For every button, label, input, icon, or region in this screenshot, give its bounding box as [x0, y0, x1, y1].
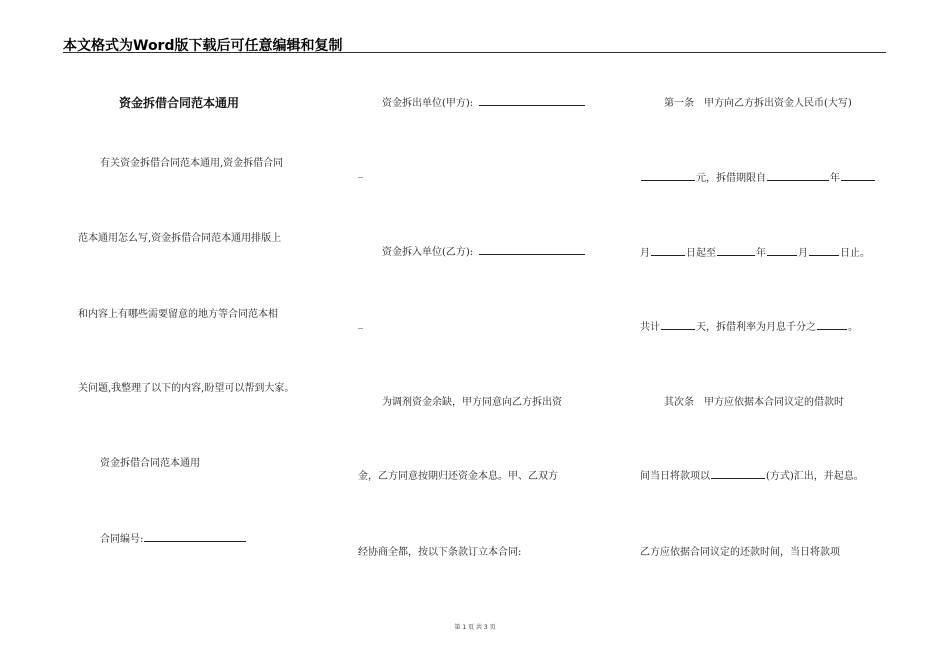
purpose-line-1: 为调剂资金余缺，甲方同意向乙方拆出资 [382, 397, 562, 408]
lender-field[interactable] [479, 95, 585, 106]
header-divider [63, 52, 886, 53]
lender-row [382, 94, 586, 109]
borrower-field[interactable] [479, 244, 585, 255]
month-label-2: 月 [798, 248, 808, 259]
intro-line-2: 范本通用怎么写,资金拆借合同范本通用排版上 [78, 233, 282, 244]
article-1-line-3 [640, 244, 870, 259]
article-2-line-2 [640, 467, 864, 482]
transfer-method-field[interactable] [711, 468, 765, 479]
borrower-row [382, 243, 586, 258]
intro-line-4: 关问题,我整理了以下的内容,盼望可以帮到大家。 [78, 383, 295, 394]
end-year-field[interactable] [717, 245, 755, 256]
lender-continuation: _ [358, 167, 363, 178]
yuan-label: 元，拆借期限自 [696, 173, 766, 184]
purpose-line-2: 金，乙方同意按期归还资金本息。甲、乙双方 [358, 471, 558, 482]
article-1-line-4 [640, 318, 858, 333]
document-header-title: 本文格式为Word版下载后可任意编辑和复制 [63, 38, 343, 54]
article-1-line-1: 第一条 甲方向乙方拆出资金人民币(大写) [664, 98, 852, 109]
contract-number-label: 合同编号: [100, 534, 144, 545]
period-mark: 。 [848, 322, 858, 333]
start-month-field[interactable] [841, 170, 875, 181]
transfer-label: 间当日将款项以 [640, 471, 710, 482]
year-label-2: 年 [756, 248, 766, 259]
month-label: 月 [640, 248, 650, 259]
article-1-line-2 [640, 169, 876, 184]
start-day-field[interactable] [651, 245, 685, 256]
section-subtitle: 资金拆借合同范本通用 [100, 458, 200, 469]
borrower-label: 资金拆入单位(乙方): [382, 247, 474, 258]
intro-line-3: 和内容上有哪些需要留意的地方等合同范本相 [78, 309, 278, 320]
end-day-field[interactable] [809, 245, 839, 256]
amount-field[interactable] [641, 170, 695, 181]
year-label: 年 [830, 173, 840, 184]
contract-number-row [100, 530, 247, 545]
rate-field[interactable] [817, 319, 847, 330]
end-month-field[interactable] [767, 245, 797, 256]
transfer-method-label: (方式)汇出，并起息。 [766, 471, 864, 482]
article-2-line-3: 乙方应依据合同议定的还款时间，当日将款项 [640, 547, 840, 558]
contract-title: 资金拆借合同范本通用 [119, 96, 240, 110]
start-year-field[interactable] [767, 170, 829, 181]
rate-label: 天，拆借利率为月息千分之 [696, 322, 816, 333]
borrower-continuation: _ [358, 318, 363, 329]
intro-line-1: 有关资金拆借合同范本通用,资金拆借合同 [100, 158, 284, 169]
article-2-line-1: 其次条 甲方应依据本合同议定的借款时 [664, 397, 844, 408]
page-number: 第 1 页 共 3 页 [454, 624, 496, 631]
days-field[interactable] [661, 319, 695, 330]
end-label: 日止。 [840, 248, 870, 259]
total-label: 共计 [640, 322, 660, 333]
from-label: 日起至 [686, 248, 716, 259]
contract-number-field[interactable] [144, 531, 246, 542]
lender-label: 资金拆出单位(甲方): [382, 98, 474, 109]
purpose-line-3: 经协商全都，按以下条款订立本合同: [358, 547, 522, 558]
